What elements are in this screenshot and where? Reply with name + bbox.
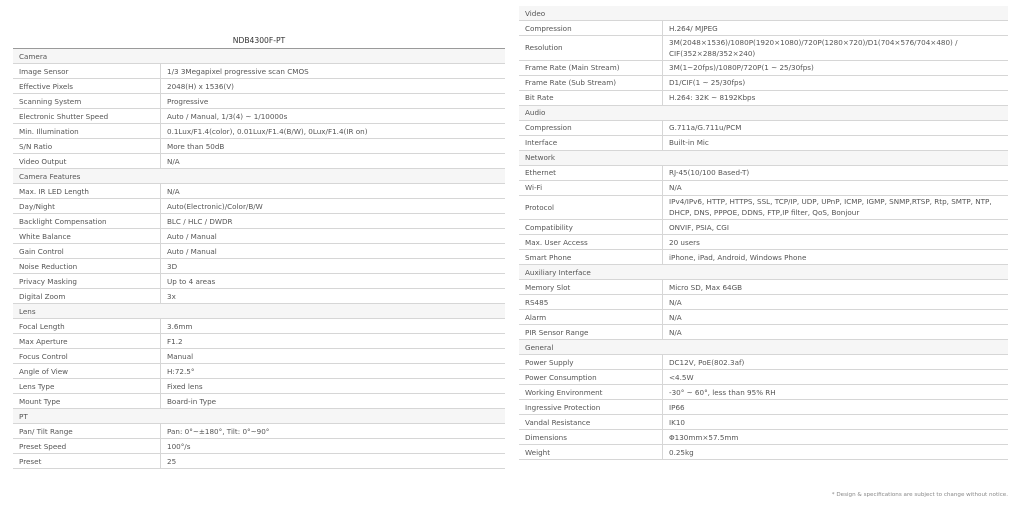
spec-row — [13, 394, 505, 409]
spec-row — [13, 214, 505, 229]
spec-label: Video Output — [19, 156, 67, 166]
spec-value: IK10 — [662, 415, 1008, 429]
spec-value: N/A — [160, 154, 505, 168]
footnote: * Design & specifications are subject to change without notice. — [831, 492, 1008, 498]
spec-value: IPv4/IPv6, HTTP, HTTPS, SSL, TCP/IP, UDP, UPnP, ICMP, IGMP, SNMP,RTSP, Rtp, SMTP, NTP, DHCP, DNS, PPPOE, DDNS, FTP,IP filter, QoS, Bonjour — [662, 196, 1008, 220]
spec-value: N/A — [662, 310, 1008, 324]
spec-label: Effective Pixels — [19, 81, 74, 91]
section-title: Video — [525, 8, 546, 18]
spec-row — [519, 400, 1008, 415]
section-header — [519, 6, 1008, 21]
spec-label: PIR Sensor Range — [525, 327, 589, 337]
spec-label: Alarm — [525, 312, 547, 322]
section-title: PT — [19, 411, 28, 421]
spec-row — [519, 166, 1008, 181]
spec-value: N/A — [160, 184, 505, 198]
section-header — [13, 169, 505, 184]
spec-value: 3x — [160, 289, 505, 303]
spec-label: Angle of View — [19, 366, 69, 376]
spec-label: Pan/ Tilt Range — [19, 426, 73, 436]
spec-label: Privacy Masking — [19, 276, 77, 286]
spec-row — [519, 280, 1008, 295]
spec-label: Backlight Compensation — [19, 216, 107, 226]
spec-row — [13, 244, 505, 259]
section-title: General — [525, 342, 554, 352]
section-header — [519, 151, 1008, 166]
spec-label: Mount Type — [19, 396, 61, 406]
spec-label: Interface — [525, 138, 558, 147]
spec-value: Progressive — [160, 94, 505, 108]
spec-label: Max. IR LED Length — [19, 186, 89, 196]
spec-label: Dimensions — [525, 432, 567, 442]
spec-value: IP66 — [662, 400, 1008, 414]
section-header — [519, 340, 1008, 355]
spec-value: D1/CIF(1 ~ 25/30fps) — [662, 76, 1008, 90]
spec-row — [519, 181, 1008, 196]
spec-row — [519, 325, 1008, 340]
spec-row — [519, 370, 1008, 385]
spec-value: 20 users — [662, 235, 1008, 249]
spec-row — [13, 199, 505, 214]
spec-label: Min. Illumination — [19, 126, 79, 136]
spec-row — [519, 310, 1008, 325]
spec-row — [13, 364, 505, 379]
spec-row — [519, 250, 1008, 265]
spec-value: 3M(1~20fps)/1080P/720P(1 ~ 25/30fps) — [662, 61, 1008, 75]
left-spec-table — [13, 34, 505, 469]
spec-value: iPhone, iPad, Android, Windows Phone — [662, 250, 1008, 264]
spec-label: Preset — [19, 456, 42, 466]
spec-label: RS485 — [525, 297, 549, 307]
spec-row — [13, 79, 505, 94]
spec-row — [519, 430, 1008, 445]
spec-row — [13, 139, 505, 154]
spec-value: H.264: 32K ~ 8192Kbps — [662, 91, 1008, 105]
spec-label: Lens Type — [19, 381, 55, 391]
spec-label: Compatibility — [525, 222, 573, 232]
spec-row — [13, 229, 505, 244]
spec-value: 1/3 3Megapixel progressive scan CMOS — [160, 64, 505, 78]
spec-row — [519, 445, 1008, 460]
spec-value: G.711a/G.711u/PCM — [662, 121, 1008, 135]
spec-row — [13, 94, 505, 109]
spec-label: Frame Rate (Sub Stream) — [525, 78, 617, 87]
spec-row — [519, 196, 1008, 221]
spec-value: 25 — [160, 454, 505, 468]
spec-value: Pan: 0°~±180°, Tilt: 0°~90° — [160, 424, 505, 438]
spec-label: Resolution — [525, 43, 563, 53]
spec-value: 100°/s — [160, 439, 505, 453]
spec-row — [13, 349, 505, 364]
section-header — [13, 304, 505, 319]
spec-value: 0.1Lux/F1.4(color), 0.01Lux/F1.4(B/W), 0Lux/F1.4(IR on) — [160, 124, 505, 138]
spec-value: Φ130mm×57.5mm — [662, 430, 1008, 444]
spec-label: Ethernet — [525, 168, 556, 177]
left-spec-rows — [13, 49, 505, 469]
spec-row — [13, 124, 505, 139]
spec-value: ONVIF, PSIA, CGI — [662, 220, 1008, 234]
spec-label: Preset Speed — [19, 441, 67, 451]
spec-label: Power Consumption — [525, 372, 597, 382]
spec-value: <4.5W — [662, 370, 1008, 384]
spec-value: Auto / Manual, 1/3(4) ~ 1/10000s — [160, 109, 505, 123]
spec-row — [519, 76, 1008, 91]
spec-row — [13, 184, 505, 199]
spec-value: F1.2 — [160, 334, 505, 348]
spec-row — [13, 379, 505, 394]
spec-label: Compression — [525, 23, 572, 33]
spec-value: -30° ~ 60°, less than 95% RH — [662, 385, 1008, 399]
section-title: Audio — [525, 108, 546, 117]
spec-label: Smart Phone — [525, 252, 572, 262]
spec-label: S/N Ratio — [19, 141, 53, 151]
spec-row — [519, 235, 1008, 250]
spec-label: Gain Control — [19, 246, 64, 256]
spec-value: BLC / HLC / DWDR — [160, 214, 505, 228]
spec-row — [13, 154, 505, 169]
spec-value: Board-in Type — [160, 394, 505, 408]
spec-label: Max. User Access — [525, 237, 588, 247]
right-spec-rows — [519, 6, 1008, 460]
spec-label: Memory Slot — [525, 282, 571, 292]
spec-label: Wi-Fi — [525, 183, 543, 192]
spec-value: Auto / Manual — [160, 244, 505, 258]
section-title: Camera — [19, 51, 48, 61]
section-header — [519, 265, 1008, 280]
spec-row — [519, 91, 1008, 106]
section-header — [519, 106, 1008, 121]
spec-row — [13, 274, 505, 289]
spec-row — [519, 220, 1008, 235]
spec-value: Fixed lens — [160, 379, 505, 393]
spec-value: H:72.5° — [160, 364, 505, 378]
spec-row — [13, 289, 505, 304]
spec-label: Ingressive Protection — [525, 402, 601, 412]
section-header — [13, 409, 505, 424]
spec-row — [13, 319, 505, 334]
spec-value: 3D — [160, 259, 505, 273]
spec-row — [13, 439, 505, 454]
spec-value: Manual — [160, 349, 505, 363]
spec-label: Focal Length — [19, 321, 65, 331]
section-header — [13, 49, 505, 64]
spec-value: DC12V, PoE(802.3af) — [662, 355, 1008, 369]
spec-label: Noise Reduction — [19, 261, 78, 271]
spec-row — [519, 295, 1008, 310]
spec-value: Micro SD, Max 64GB — [662, 280, 1008, 294]
spec-value: H.264/ MJPEG — [662, 21, 1008, 35]
spec-label: Frame Rate (Main Stream) — [525, 63, 620, 72]
spec-label: Scanning System — [19, 96, 82, 106]
spec-label: Protocol — [525, 202, 554, 212]
spec-label: Vandal Resistance — [525, 417, 591, 427]
spec-row — [519, 36, 1008, 61]
spec-label: Compression — [525, 123, 572, 132]
spec-row — [519, 415, 1008, 430]
spec-row — [13, 424, 505, 439]
spec-value: RJ-45(10/100 Based-T) — [662, 166, 1008, 180]
spec-value: 3M(2048×1536)/1080P(1920×1080)/720P(1280×720)/D1(704×576/704×480) / CIF(352×288/352×240) — [662, 36, 1008, 60]
spec-row — [519, 21, 1008, 36]
spec-label: Digital Zoom — [19, 291, 66, 301]
spec-row — [519, 121, 1008, 136]
model-title: NDB4300F-PT — [13, 34, 505, 49]
spec-value: N/A — [662, 181, 1008, 195]
spec-value: N/A — [662, 325, 1008, 339]
spec-row — [519, 61, 1008, 76]
spec-label: Bit Rate — [525, 93, 554, 102]
spec-row — [519, 136, 1008, 151]
spec-value: Auto / Manual — [160, 229, 505, 243]
spec-row — [13, 454, 505, 469]
spec-value: Up to 4 areas — [160, 274, 505, 288]
spec-value: Auto(Electronic)/Color/B/W — [160, 199, 505, 213]
spec-row — [13, 259, 505, 274]
spec-value: 0.25kg — [662, 445, 1008, 459]
spec-value: 2048(H) x 1536(V) — [160, 79, 505, 93]
spec-value: Built-in Mic — [662, 136, 1008, 150]
right-spec-table — [519, 6, 1008, 460]
spec-label: Focus Control — [19, 351, 68, 361]
spec-value: 3.6mm — [160, 319, 505, 333]
spec-row — [13, 334, 505, 349]
section-title: Camera Features — [19, 171, 81, 181]
spec-label: Max Aperture — [19, 336, 68, 346]
spec-label: Working Environment — [525, 387, 603, 397]
spec-label: Image Sensor — [19, 66, 69, 76]
section-title: Network — [525, 153, 556, 162]
spec-label: White Balance — [19, 231, 71, 241]
spec-label: Electronic Shutter Speed — [19, 111, 109, 121]
spec-row — [13, 64, 505, 79]
spec-value: N/A — [662, 295, 1008, 309]
spec-label: Weight — [525, 447, 551, 457]
section-title: Auxiliary Interface — [525, 267, 591, 277]
spec-value: More than 50dB — [160, 139, 505, 153]
spec-row — [519, 355, 1008, 370]
spec-label: Power Supply — [525, 357, 574, 367]
spec-row — [519, 385, 1008, 400]
spec-label: Day/Night — [19, 201, 55, 211]
section-title: Lens — [19, 306, 36, 316]
spec-row — [13, 109, 505, 124]
